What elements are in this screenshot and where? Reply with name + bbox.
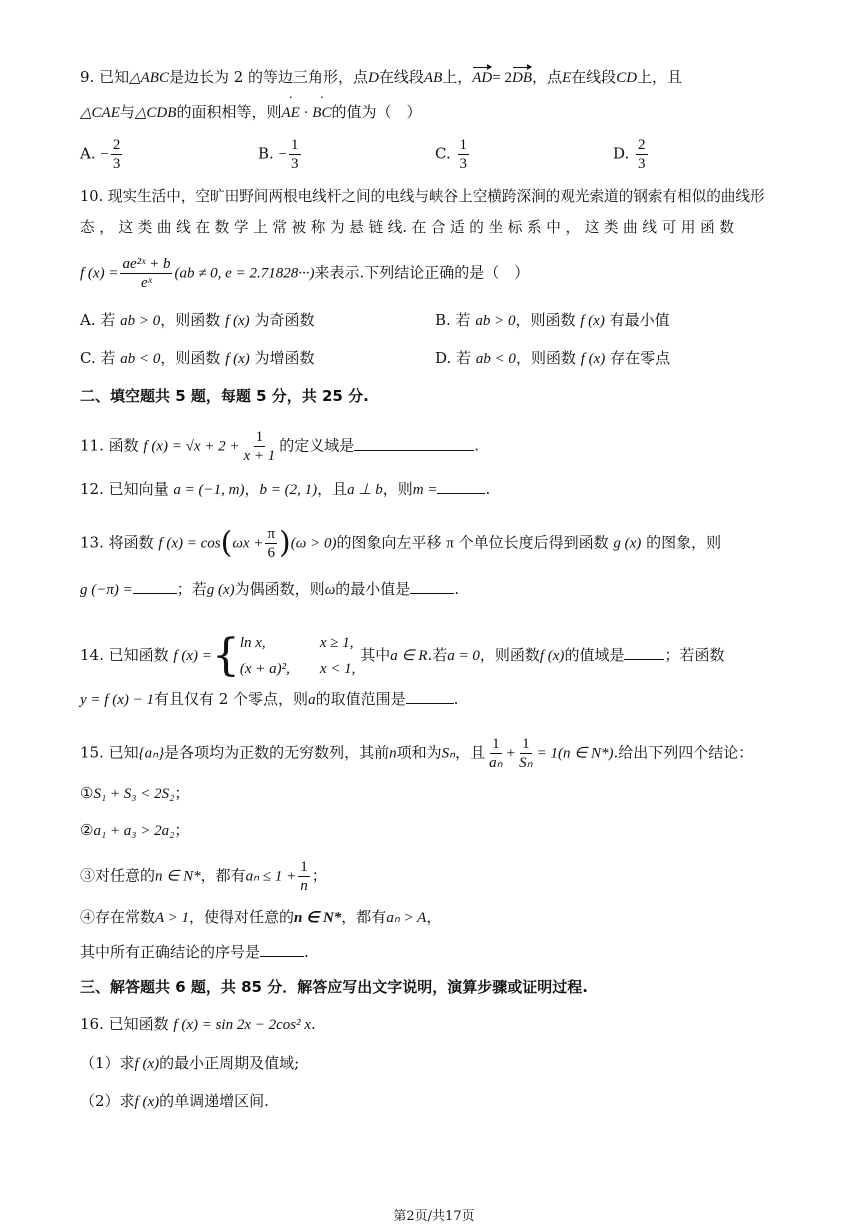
q15-conclusion-2: ②a₁ + a₃ > 2a₂； [80,821,190,839]
q13-answer-blank-2[interactable] [410,579,454,594]
q9-option-d: D. $\frac{2}{3}$ [613,137,646,172]
q16-stem: 16. 已知函数 f (x) = sin 2x − 2cos² x. [80,1015,316,1033]
q15-conclusion-1: ①S₁ + S₃ < 2S₂； [80,784,190,802]
q14-answer-blank-1[interactable] [624,645,664,660]
q11-answer-blank[interactable] [354,436,474,451]
q9-option-a: A. − $\frac{2}{3}$ [80,137,121,172]
q15-line1: 15. 已知{aₙ}是各项均为正数的无穷数列，其前n项和为Sₙ，且 $\frac{1}{\text{aₙ}}$ + $\frac{1}{\text{Sₙ}}$ = 1(n ∈ N*).给出下列四个结论： [80,736,754,771]
q15-last-line: 其中所有正确结论的序号是 . [80,943,309,961]
q10-option-c: C. 若 ab < 0，则函数 f (x) 为增函数 [80,349,315,367]
q10-line3: f (x) = $\frac{\text{ae²ˣ + b}}{\text{eˣ}}$ (ab ≠ 0, e = 2.71828···)来表示.下列结论正确的是（ ） [80,256,530,291]
q13-answer-blank-1[interactable] [133,579,177,594]
q15-conclusion-3: ③对任意的n ∈ N*，都有aₙ ≤ 1 + $\frac{1}{n}$ ； [80,859,327,894]
section-3-heading: 三、解答题共 6 题，共 85 分．解答应写出文字说明，演算步骤或证明过程. [80,978,588,996]
q16-part-2: （2）求f (x)的单调递增区间. [80,1092,269,1110]
q10-option-d: D. 若 ab < 0，则函数 f (x) 存在零点 [435,349,671,367]
q9-line1: 9. 已知△ABC是边长为 2 的等边三角形，点D在线段AB上，AD= 2DB，点E在线段CD上，且 [80,66,682,89]
q15-answer-blank[interactable] [260,942,304,957]
section-2-heading: 二、填空题共 5 题，每题 5 分，共 25 分. [80,387,369,405]
q10-line2: 态 ， 这 类 曲 线 在 数 学 上 常 被 称 为 悬 链 线. 在 合 适 的 坐 标 系 中 ， 这 类 曲 线 可 用 函 数 [80,219,734,236]
q11: 11. 函数 f (x) = √x + 2 + $\frac{1}{x + 1}$ 的定义域是 . [80,429,480,464]
q9-option-c: C. $\frac{1}{3}$ [435,137,467,172]
q16-part-1: （1）求f (x)的最小正周期及值域; [80,1054,300,1072]
q13-line1: 13. 将函数 f (x) = cos(ωx + $\frac{\pi}{6}$ )(ω > 0)的图象向左平移 π 个单位长度后得到函数 g (x) 的图象，则 [80,525,722,561]
q9-option-b: B. − $\frac{1}{3}$ [258,137,299,172]
q12: 12. 已知向量 a = (−1, m)，b = (2, 1)，且a ⊥ b，则m = . [80,480,491,498]
q14-line1: 14. 已知函数 f (x) ={ ln x, x ≥ 1, (x + a)², x < 1, 其中a ∈ R.若a = 0，则函数f (x)的值域是 ；若函数 [80,630,725,681]
q10-option-b: B. 若 ab > 0，则函数 f (x) 有最小值 [435,311,670,329]
vector-db: DB [512,67,532,89]
q9-line2: △CAE与△CDB的面积相等，则· AE · · BC的值为（ ） [80,101,421,124]
page-footer: 第2页/共17页 [393,1209,475,1224]
q15-conclusion-4: ④存在常数A > 1，使得对任意的n ∈ N*，都有aₙ > A， [80,908,442,926]
q13-line2: g (−π) = ；若g (x)为偶函数，则ω的最小值是 . [80,580,460,598]
q12-answer-blank[interactable] [437,479,485,494]
q10-option-a: A. 若 ab > 0，则函数 f (x) 为奇函数 [80,311,315,329]
vector-ad: AD [472,67,492,89]
q14-answer-blank-2[interactable] [406,689,454,704]
q10-line1: 10. 现实生活中，空旷田野间两根电线杆之间的电线与峡谷上空横跨深涧的观光索道的钢索有相似的曲线形 [80,188,765,205]
q14-line2: y = f (x) − 1有且仅有 2 个零点，则a的取值范围是 . [80,690,459,708]
